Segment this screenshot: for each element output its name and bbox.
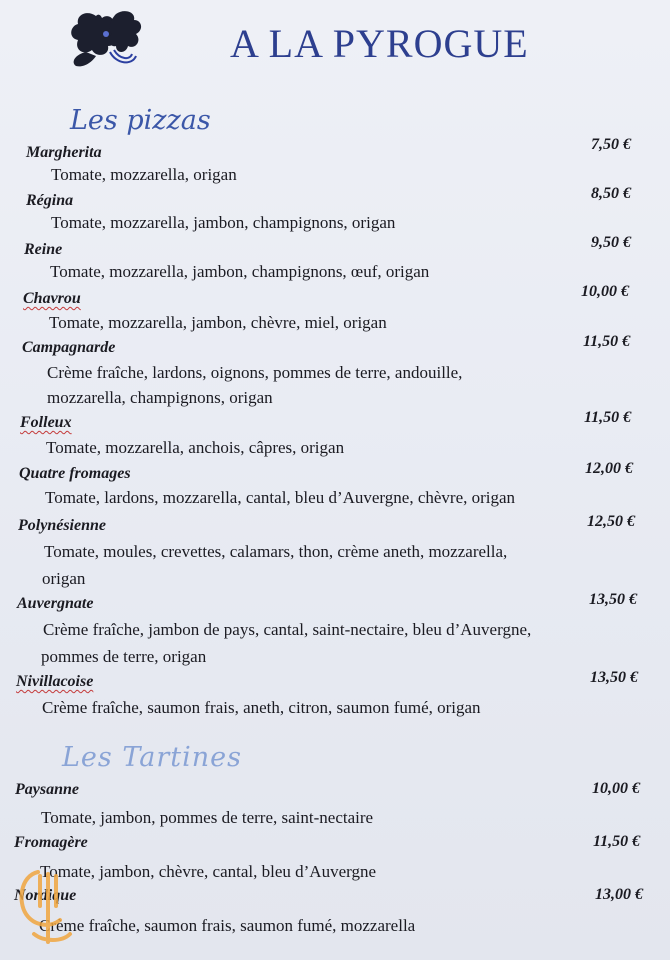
item-name: Auvergnate (17, 595, 94, 612)
item-price: 11,50 € (584, 409, 632, 426)
item-description: Tomate, jambon, chèvre, cantal, bleu d’Auvergne (40, 862, 377, 881)
item-description: Tomate, mozzarella, origan (51, 165, 237, 184)
item-description-line-2: origan (42, 569, 86, 588)
item-description: Tomate, moules, crevettes, calamars, thon, crème aneth, mozzarella, (44, 542, 508, 561)
section-title-tartines: Les Tartines (62, 742, 242, 773)
item-price: 12,00 € (585, 460, 633, 477)
item-description: Crème fraîche, lardons, oignons, pommes de terre, andouille, (47, 363, 463, 382)
item-name: Nivillacoise (16, 673, 94, 690)
fork-knife-logo-icon (10, 862, 85, 947)
item-price: 10,00 € (581, 283, 629, 300)
item-name: Nordique (14, 887, 77, 904)
section-title-pizzas: Les pizzas (70, 105, 211, 136)
item-price: 11,50 € (593, 833, 641, 850)
item-description: Tomate, mozzarella, jambon, chèvre, miel, origan (49, 313, 387, 332)
item-price: 8,50 € (591, 185, 631, 202)
item-price: 11,50 € (583, 333, 631, 350)
hibiscus-flower-logo (66, 8, 154, 70)
item-name: Campagnarde (22, 339, 116, 356)
item-description-line-2: mozzarella, champignons, origan (47, 388, 273, 407)
item-description: Crème fraîche, saumon frais, aneth, citron, saumon fumé, origan (42, 698, 481, 717)
item-name: Fromagère (14, 834, 88, 851)
item-name: Margherita (26, 144, 102, 161)
restaurant-title: A LA PYROGUE (230, 21, 529, 66)
item-name: Folleux (20, 414, 72, 431)
item-description: Crème fraîche, jambon de pays, cantal, saint-nectaire, bleu d’Auvergne, (43, 620, 532, 639)
item-price: 13,00 € (595, 886, 643, 903)
item-price: 9,50 € (591, 234, 631, 251)
item-name: Paysanne (15, 781, 79, 798)
item-description: Tomate, mozzarella, jambon, champignons, œuf, origan (50, 262, 430, 281)
item-description: Tomate, mozzarella, anchois, câpres, origan (46, 438, 345, 457)
item-price: 13,50 € (590, 669, 638, 686)
item-name: Quatre fromages (19, 465, 131, 482)
item-name: Polynésienne (18, 517, 106, 534)
item-name: Chavrou (23, 290, 81, 307)
item-price: 12,50 € (587, 513, 635, 530)
item-price: 10,00 € (592, 780, 640, 797)
item-description-line-2: pommes de terre, origan (41, 647, 207, 666)
item-description: Tomate, mozzarella, jambon, champignons, origan (51, 213, 396, 232)
item-name: Régina (26, 192, 74, 209)
item-description: Tomate, jambon, pommes de terre, saint-nectaire (41, 808, 374, 827)
item-description: Crème fraîche, saumon frais, saumon fumé, mozzarella (39, 916, 416, 935)
item-price: 7,50 € (591, 136, 631, 153)
item-name: Reine (24, 241, 63, 258)
item-description: Tomate, lardons, mozzarella, cantal, bleu d’Auvergne, chèvre, origan (45, 488, 516, 507)
item-price: 13,50 € (589, 591, 637, 608)
